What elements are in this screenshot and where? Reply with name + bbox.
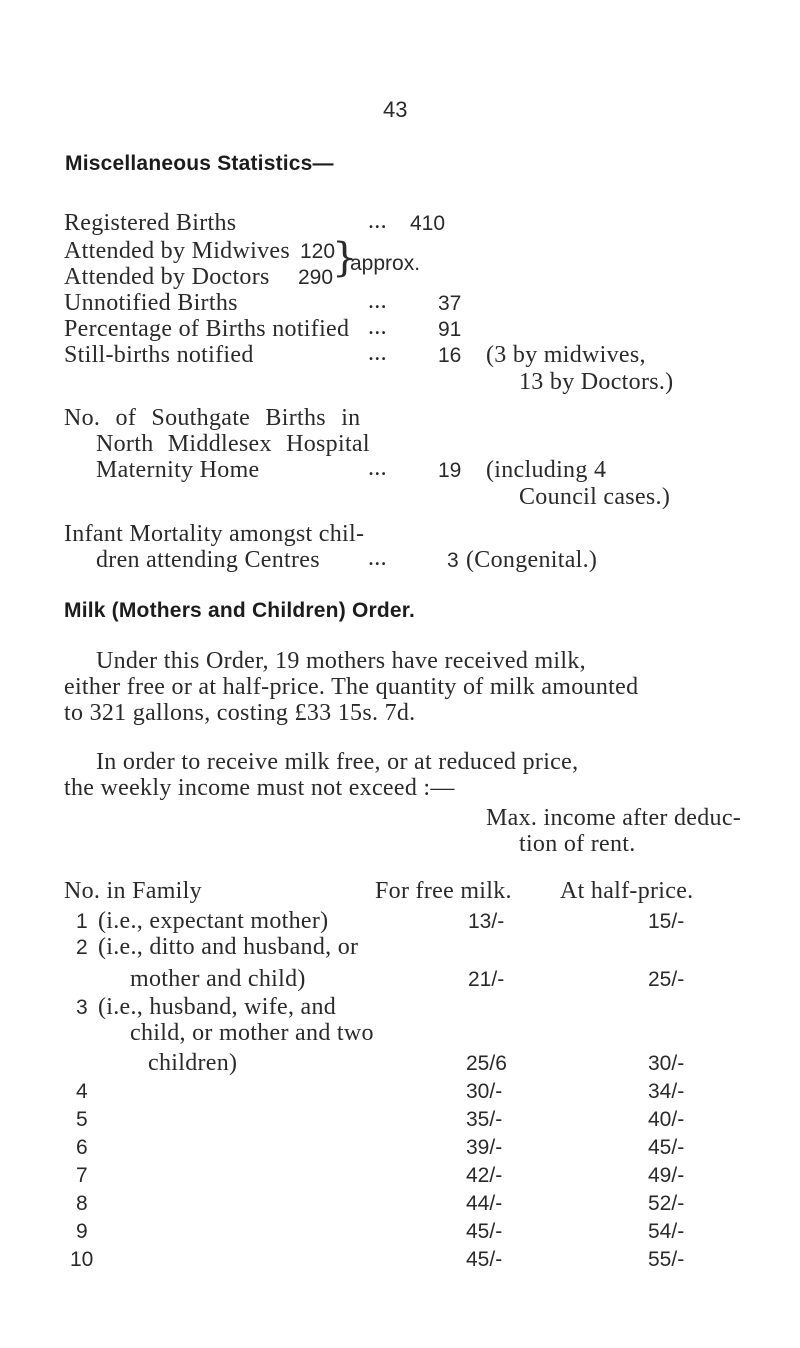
row2-free: 21/- <box>468 968 505 991</box>
row4-half: 34/- <box>648 1080 685 1103</box>
still-births-dots: ... <box>368 340 387 366</box>
row7-half: 49/- <box>648 1164 685 1187</box>
para2-line1: In order to receive milk free, or at reduced price, <box>96 749 579 775</box>
southgate-births-label-line2: North Middlesex Hospital <box>96 431 370 457</box>
still-births-label: Still-births notified <box>64 342 254 368</box>
row4-no: 4 <box>76 1080 88 1103</box>
registered-births-value: 410 <box>410 212 446 235</box>
para1-line1: Under this Order, 19 mothers have received milk, <box>96 648 586 674</box>
row9-half: 54/- <box>648 1220 685 1243</box>
page-number: 43 <box>383 97 408 122</box>
row5-no: 5 <box>76 1108 88 1131</box>
southgate-births-note-line1: (including 4 <box>486 457 607 483</box>
row3-no: 3 <box>76 996 88 1019</box>
unnotified-births-dots: ... <box>368 288 387 314</box>
row8-free: 44/- <box>466 1192 503 1215</box>
row2-desc-line1: (i.e., ditto and husband, or <box>98 934 359 960</box>
milk-order-heading: Milk (Mothers and Children) Order. <box>64 599 416 622</box>
row10-free: 45/- <box>466 1248 503 1271</box>
table-header-free: For free milk. <box>375 878 512 904</box>
attended-midwives-label: Attended by Midwives <box>64 238 290 264</box>
infant-mortality-label-line2: dren attending Centres <box>96 547 320 573</box>
row3-desc-line1: (i.e., husband, wife, and <box>98 994 337 1020</box>
para1-line3: to 321 gallons, costing £33 15s. 7d. <box>64 700 416 726</box>
still-births-value: 16 <box>438 344 462 367</box>
para2-line2: the weekly income must not exceed :— <box>64 775 455 801</box>
infant-mortality-note: (Congenital.) <box>466 547 598 573</box>
row1-half: 15/- <box>648 910 685 933</box>
attended-midwives-value: 120 <box>300 240 336 263</box>
table-header-family: No. in Family <box>64 878 202 904</box>
row3-desc-line2: child, or mother and two <box>130 1020 374 1046</box>
percentage-notified-value: 91 <box>438 318 462 341</box>
still-births-note-line2: 13 by Doctors.) <box>519 369 674 395</box>
row1-free: 13/- <box>468 910 505 933</box>
unnotified-births-value: 37 <box>438 292 462 315</box>
row10-half: 55/- <box>648 1248 685 1271</box>
row6-no: 6 <box>76 1136 88 1159</box>
row3-half: 30/- <box>648 1052 685 1075</box>
row8-no: 8 <box>76 1192 88 1215</box>
attended-doctors-value: 290 <box>298 266 334 289</box>
row10-no: 10 <box>70 1248 94 1271</box>
southgate-births-value: 19 <box>438 459 462 482</box>
row5-free: 35/- <box>466 1108 503 1131</box>
row2-desc-line2: mother and child) <box>130 966 306 992</box>
percentage-notified-label: Percentage of Births notified <box>64 316 350 342</box>
row4-free: 30/- <box>466 1080 503 1103</box>
unnotified-births-label: Unnotified Births <box>64 290 238 316</box>
still-births-note-line1: (3 by midwives, <box>486 342 646 368</box>
southgate-births-label-line1: No. of Southgate Births in <box>64 405 361 431</box>
row6-half: 45/- <box>648 1136 685 1159</box>
row9-no: 9 <box>76 1220 88 1243</box>
registered-births-dots: ... <box>368 208 387 234</box>
row9-free: 45/- <box>466 1220 503 1243</box>
max-income-line1: Max. income after deduc- <box>486 805 742 831</box>
row3-desc-line3: children) <box>148 1050 238 1076</box>
misc-statistics-heading: Miscellaneous Statistics— <box>65 152 334 175</box>
percentage-notified-dots: ... <box>368 314 387 340</box>
row2-no: 2 <box>76 936 88 959</box>
infant-mortality-label-line1: Infant Mortality amongst chil- <box>64 521 365 547</box>
row1-no: 1 <box>76 910 88 933</box>
infant-mortality-value: 3 <box>447 549 459 572</box>
infant-mortality-dots: ... <box>368 545 387 571</box>
attended-doctors-label: Attended by Doctors <box>64 264 270 290</box>
para1-line2: either free or at half-price. The quantity of milk amounted <box>64 674 639 700</box>
table-header-half: At half-price. <box>560 878 694 904</box>
row1-desc-line1: (i.e., expectant mother) <box>98 908 329 934</box>
southgate-births-label-line3: Maternity Home <box>96 457 260 483</box>
row5-half: 40/- <box>648 1108 685 1131</box>
max-income-line2: tion of rent. <box>519 831 636 857</box>
registered-births-label: Registered Births <box>64 210 237 236</box>
brace-icon: } <box>332 235 358 281</box>
row2-half: 25/- <box>648 968 685 991</box>
approx-note: approx. <box>350 252 421 275</box>
row7-free: 42/- <box>466 1164 503 1187</box>
southgate-births-note-line2: Council cases.) <box>519 484 671 510</box>
southgate-births-dots: ... <box>368 455 387 481</box>
row7-no: 7 <box>76 1164 88 1187</box>
row3-free: 25/6 <box>466 1052 507 1075</box>
row6-free: 39/- <box>466 1136 503 1159</box>
row8-half: 52/- <box>648 1192 685 1215</box>
